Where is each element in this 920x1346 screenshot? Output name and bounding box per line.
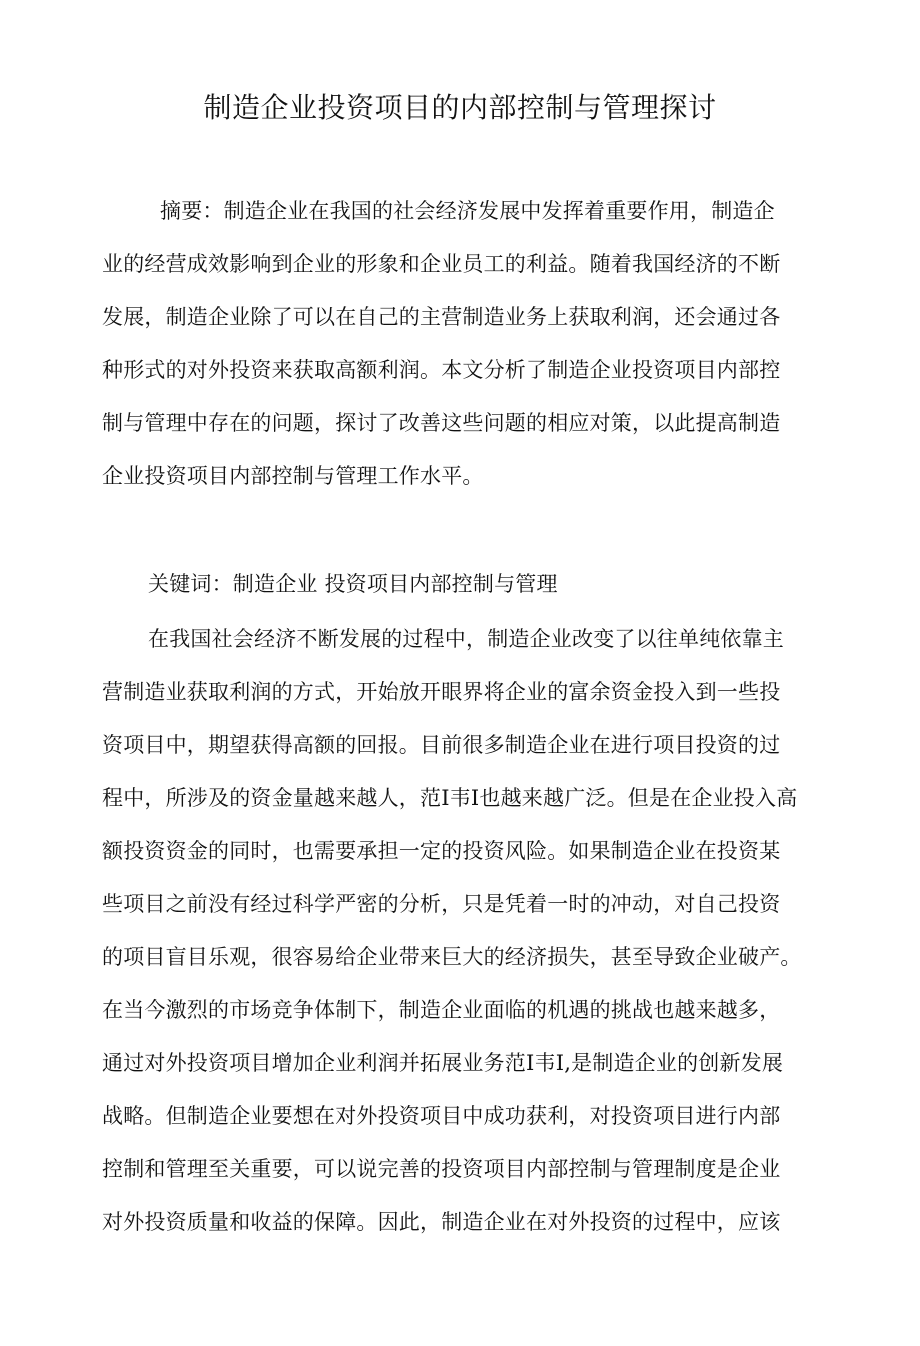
body-line: 在当今激烈的市场竞争体制下，制造企业面临的机遇的挑战也越来越多， [102, 998, 781, 1022]
abstract-line: 制与管理中存在的问题，探讨了改善这些问题的相应对策，以此提高制造 [102, 411, 781, 435]
abstract-line: 业的经营成效影响到企业的形象和企业员工的利益。随着我国经济的不断 [102, 252, 781, 276]
body-line: 的项目盲目乐观，很容易给企业带来巨大的经济损失，甚至导致企业破产。 [102, 945, 802, 969]
body-line: 通过对外投资项目增加企业利润并拓展业务范I韦I,是制造企业的创新发展 [102, 1051, 784, 1075]
body-line: 控制和管理至关重要，可以说完善的投资项目内部控制与管理制度是企业 [102, 1157, 781, 1181]
abstract-line: 种形式的对外投资来获取高额利润。本文分析了制造企业投资项目内部控 [102, 358, 781, 382]
body-line: 资项目中，期望获得高额的回报。目前很多制造企业在进行项目投资的过 [102, 733, 781, 757]
abstract-line: 摘要：制造企业在我国的社会经济发展中发挥着重要作用，制造企 [160, 199, 775, 223]
document-title: 制造企业投资项目的内部控制与管理探讨 [203, 91, 717, 124]
body-line: 对外投资质量和收益的保障。因此，制造企业在对外投资的过程中，应该 [102, 1210, 781, 1234]
body-line: 程中，所涉及的资金量越来越人，范I韦I也越来越广泛。但是在企业投入高 [102, 786, 798, 810]
abstract-line: 企业投资项目内部控制与管理工作水平。 [102, 464, 484, 488]
body-line: 在我国社会经济不断发展的过程中，制造企业改变了以往单纯依靠主 [148, 627, 784, 651]
body-line: 营制造业获取利润的方式，开始放开眼界将企业的富余资金投入到一些投 [102, 680, 781, 704]
keywords-line: 关键词：制造企业 投资项目内部控制与管理 [148, 572, 558, 596]
body-line: 战略。但制造企业要想在对外投资项目中成功获利，对投资项目进行内部 [102, 1104, 781, 1128]
body-line: 额投资资金的同时，也需要承担一定的投资风险。如果制造企业在投资某 [102, 839, 781, 863]
body-line: 些项目之前没有经过科学严密的分析，只是凭着一时的冲动，对自己投资 [102, 892, 781, 916]
abstract-line: 发展，制造企业除了可以在自己的主营制造业务上获取利润，还会通过各 [102, 305, 781, 329]
